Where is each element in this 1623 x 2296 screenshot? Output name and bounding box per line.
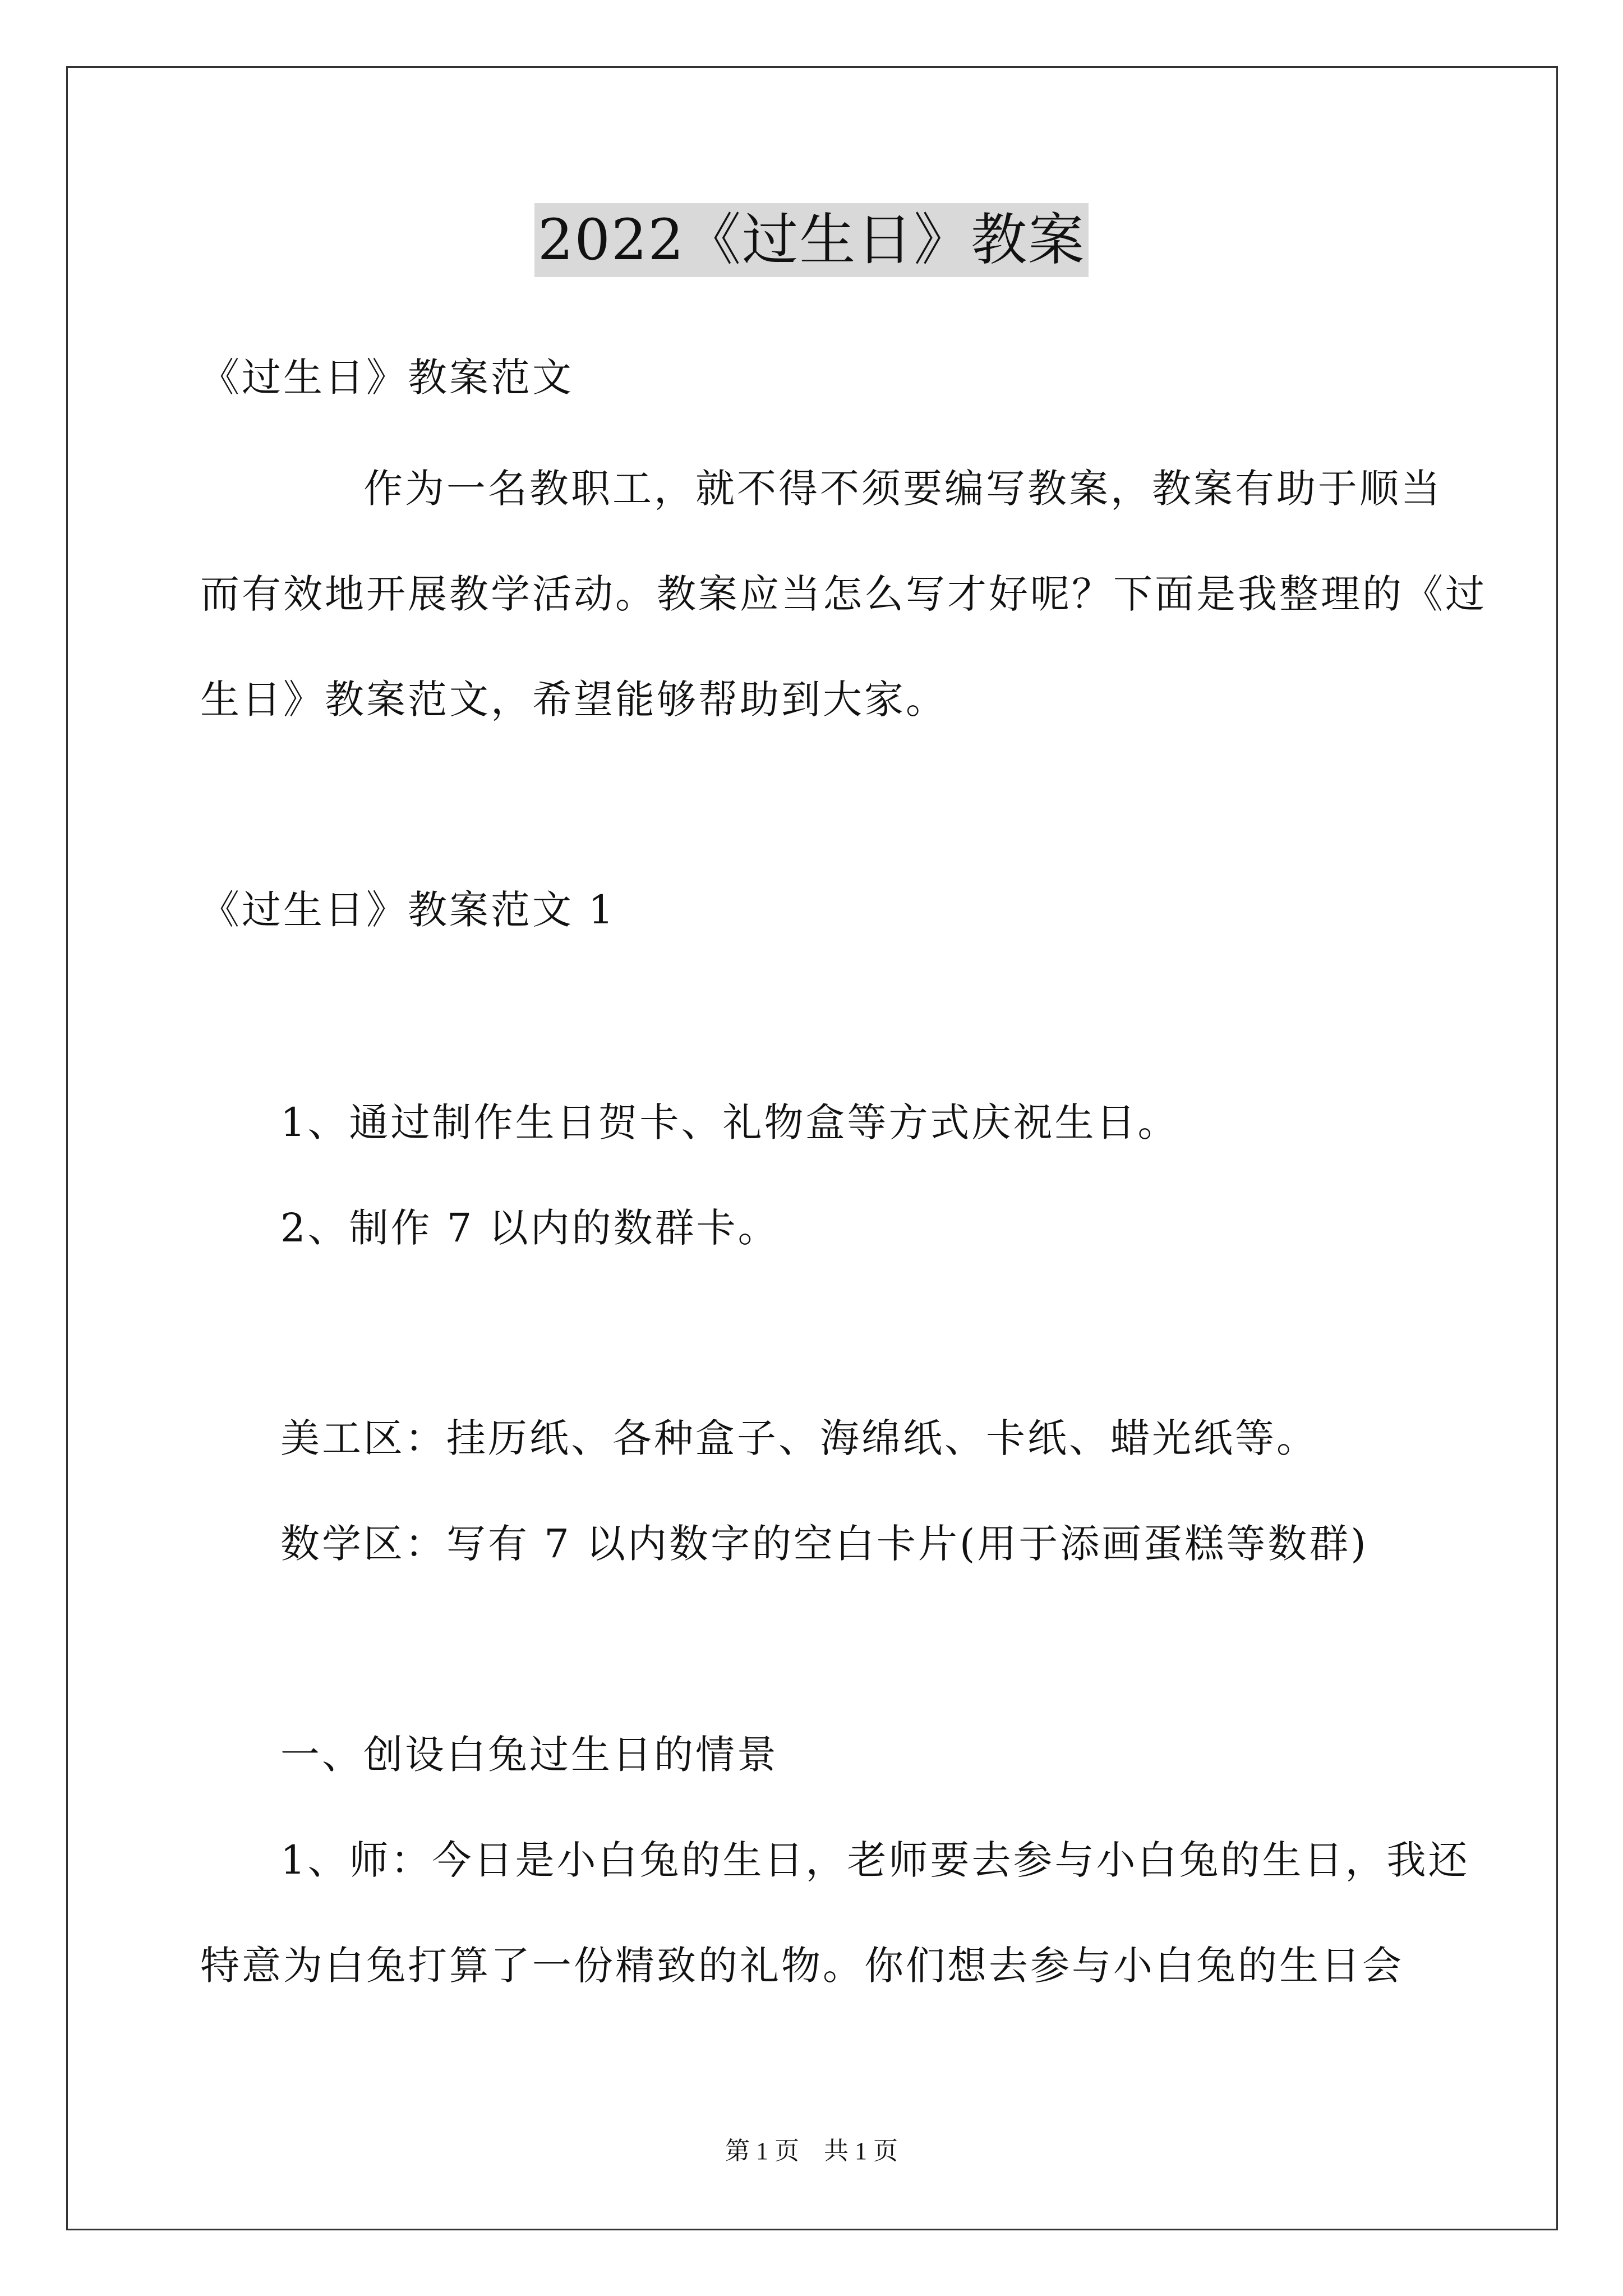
material-item-2: 数学区：写有 7 以内数字的空白卡片(用于添画蛋糕等数群) (280, 1521, 1368, 1567)
page-footer: 第 1 页 共 1 页 (725, 2137, 898, 2165)
intro-line-2: 而有效地开展教学活动。教案应当怎么写才好呢？下面是我整理的《过 (200, 571, 1487, 617)
material-item-1: 美工区：挂历纸、各种盒子、海绵纸、卡纸、蜡光纸等。 (280, 1415, 1318, 1461)
document-subtitle: 《过生日》教案范文 (200, 355, 574, 401)
section-heading: 《过生日》教案范文 1 (200, 887, 616, 933)
process-line-2: 特意为白兔打算了一份精致的礼物。你们想去参与小白兔的生日会 (200, 1943, 1404, 1989)
document-title: 2022《过生日》教案 (534, 203, 1089, 277)
intro-line-1: 作为一名教职工，就不得不须要编写教案，教案有助于顺当 (363, 466, 1442, 512)
process-line-1: 1、师：今日是小白兔的生日，老师要去参与小白兔的生日，我还 (280, 1837, 1470, 1883)
goal-item-2: 2、制作 7 以内的数群卡。 (280, 1205, 780, 1251)
process-heading: 一、创设白兔过生日的情景 (280, 1732, 778, 1778)
goal-item-1: 1、通过制作生日贺卡、礼物盒等方式庆祝生日。 (280, 1099, 1179, 1145)
title-container (0, 203, 1623, 277)
intro-line-3: 生日》教案范文，希望能够帮助到大家。 (200, 677, 947, 723)
